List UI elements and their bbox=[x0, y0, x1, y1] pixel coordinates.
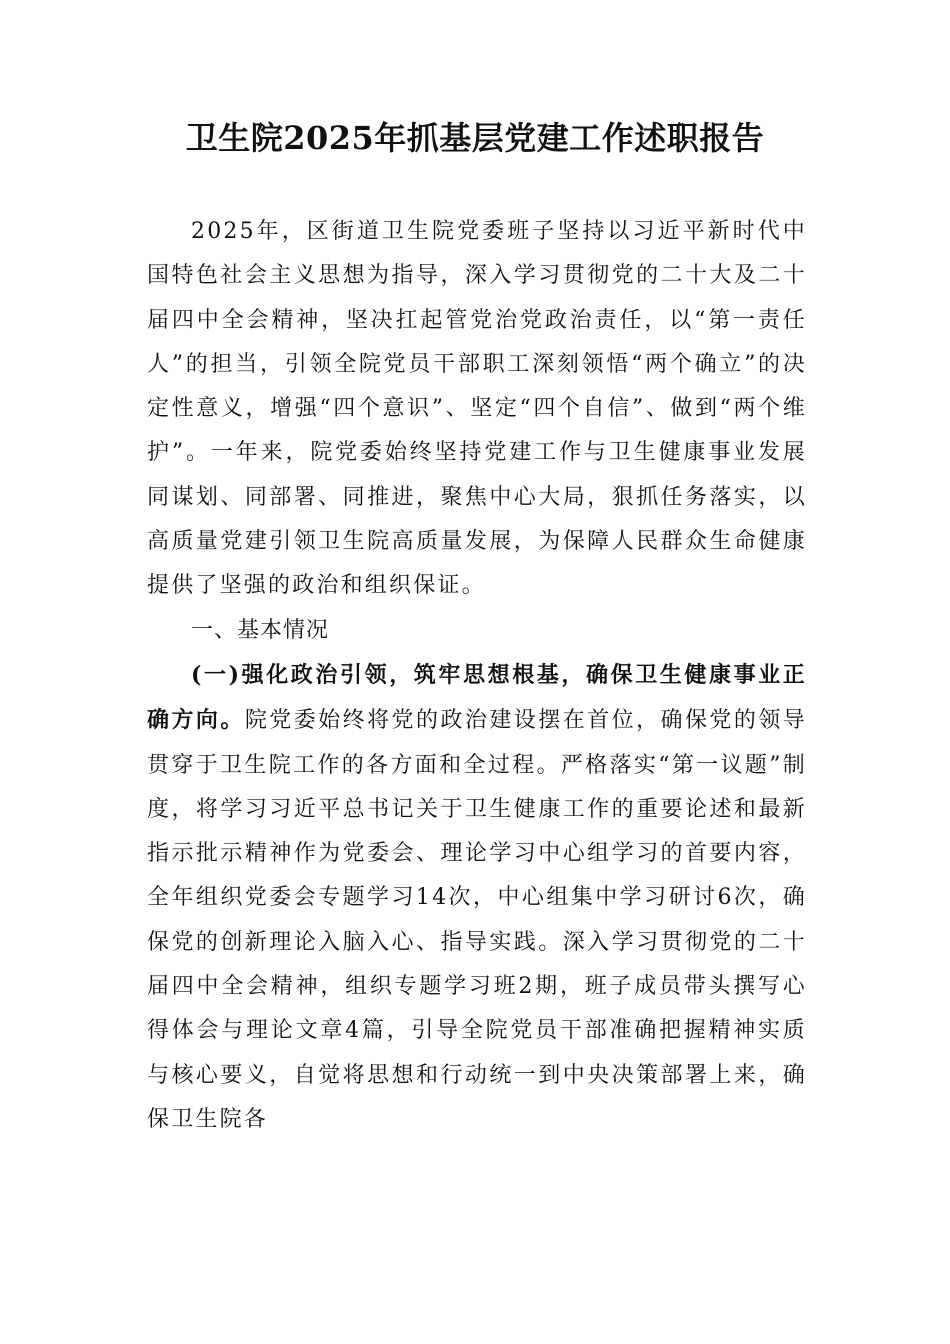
section-heading: 一、基本情况 bbox=[191, 617, 330, 643]
subsection-heading: (一)强化政治引领，筑牢思想根基，确保卫生健康事业正确方向。 bbox=[147, 661, 807, 734]
document-body bbox=[147, 210, 807, 1142]
subsection-text: 院党委始终将党的政治建设摆在首位，确保党的领导贯穿于卫生院工作的各方面和全过程。严格落实“第一议题”制度，将学习习近平总书记关于卫生健康工作的重要论述和最新指示批示精神作为党委会、理论学习中心组学习的首要内容，全年组织党委会专题学习14次，中心组集中学习研讨6次，确保党的创新理论入脑入心、指导实践。深入学习贯彻党的二十届四中全会精神，组织专题学习班2期，班子成员带头撰写心得体会与理论文章4篇，引导全院党员干部准确把握精神实质与核心要义，自觉将思想和行动统一到中央决策部署上来，确保卫生院各 bbox=[147, 708, 807, 1132]
document-title: 卫生院2025年抓基层党建工作述职报告 bbox=[185, 119, 765, 157]
intro-paragraph: 2025年，区街道卫生院党委班子坚持以习近平新时代中国特色社会主义思想为指导，深入学习贯彻党的二十大及二十届四中全会精神，坚决扛起管党治党政治责任，以“第一责任人”的担当，引领全院党员干部职工深刻领悟“两个确立”的决定性意义，增强“四个意识”、坚定“四个自信”、做到“两个维护”。一年来，院党委始终坚持党建工作与卫生健康事业发展同谋划、同部署、同推进，聚焦中心大局，狠抓任务落实，以高质量党建引领卫生院高质量发展，为保障人民群众生命健康提供了坚强的政治和组织保证。 bbox=[147, 219, 807, 599]
subsection-paragraph bbox=[147, 653, 807, 1142]
